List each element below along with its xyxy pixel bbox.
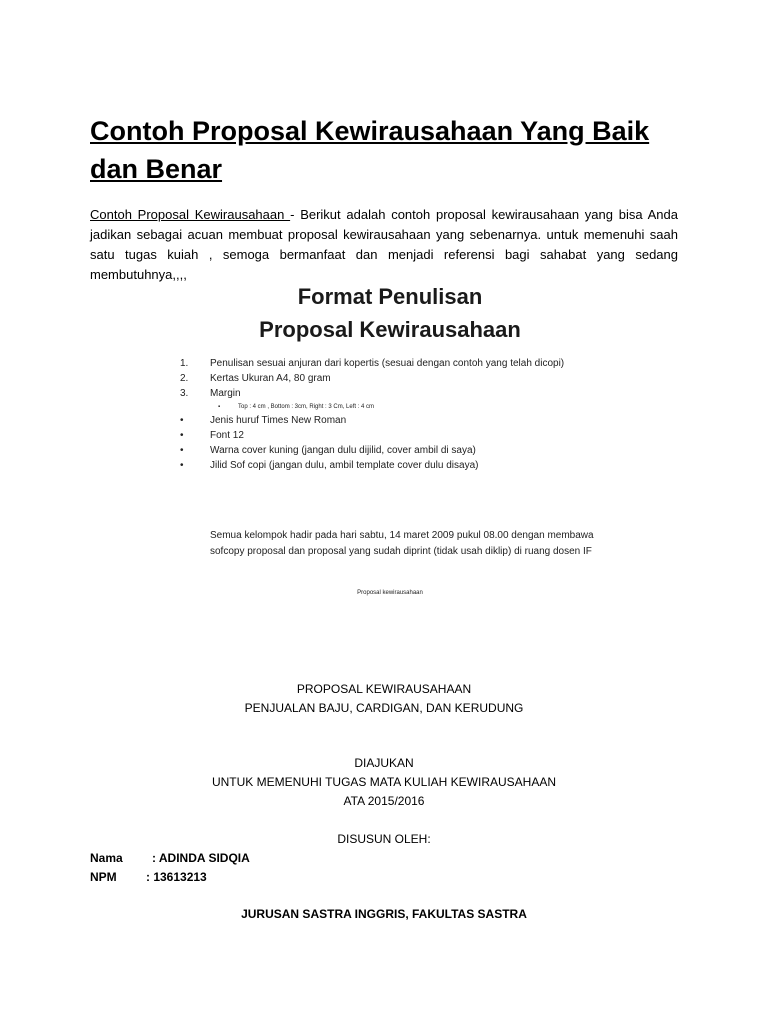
cover-line-purpose: UNTUK MEMENUHI TUGAS MATA KULIAH KEWIRAUSAHAAN — [211, 775, 557, 789]
format-note: Semua kelompok hadir pada hari sabtu, 14 maret 2009 pukul 08.00 dengan membawa sofcopy proposal dan proposal yang sudah diprint (tidak usah diklip) di ruang dosen IF — [210, 530, 594, 557]
cover-line-diajukan: DIAJUKAN — [354, 756, 414, 770]
format-list-text: Jilid Sof copi (jangan dulu, ambil template cover dulu disaya) — [210, 460, 479, 471]
format-list-text: Warna cover kuning (jangan dulu dijilid, cover ambil di saya) — [210, 445, 476, 456]
format-list — [180, 356, 600, 473]
format-list-marker: 2. — [180, 373, 189, 384]
format-list-item — [180, 386, 600, 401]
cover-line-subject: PENJUALAN BAJU, CARDIGAN, DAN KERUDUNG — [244, 701, 524, 715]
format-list-marker: 3. — [180, 388, 189, 399]
format-list-item — [180, 428, 600, 443]
nama-value: : ADINDA SIDQIA — [152, 851, 250, 865]
format-list-text: Jenis huruf Times New Roman — [210, 415, 347, 426]
format-list-marker: • — [180, 460, 184, 471]
page-title: Contoh Proposal Kewirausahaan Yang Baik dan Benar — [90, 116, 650, 184]
format-list-item — [180, 458, 600, 473]
intro-link[interactable]: Contoh Proposal Kewirausahaan — [90, 207, 291, 222]
format-list-text: Top : 4 cm , Bottom : 3cm, Right : 3 Cm, Left : 4 cm — [238, 404, 375, 410]
format-list-item — [180, 356, 600, 371]
format-list-item — [180, 371, 600, 386]
format-list-marker: • — [180, 415, 184, 426]
format-list-item — [180, 413, 600, 428]
cover-line-proposal: PROPOSAL KEWIRAUSAHAAN — [296, 682, 472, 696]
format-list-text: Font 12 — [210, 430, 244, 441]
cover-line-year: ATA 2015/2016 — [343, 794, 425, 808]
format-list-text: Kertas Ukuran A4, 80 gram — [210, 373, 331, 384]
format-list-marker: • — [180, 430, 184, 441]
format-list-item — [180, 443, 600, 458]
npm-label: NPM — [90, 870, 117, 884]
format-list-text: Penulisan sesuai anjuran dari kopertis (sesuai dengan contoh yang telah dicopi) — [210, 358, 565, 369]
cover-title-block — [0, 680, 768, 718]
format-list-item — [180, 401, 600, 413]
format-title-line1: Format Penulisan — [297, 284, 483, 309]
cover-line-disusun: DISUSUN OLEH: — [337, 832, 431, 846]
format-list-marker: ▪ — [218, 404, 221, 410]
intro-body: - Berikut adalah contoh proposal kewirausahaan yang bisa Anda jadikan sebagai acuan membuat proposal kewirausahaan yang sebenarnya. untuk memenuhi saah satu tugas kuiah , semoga bermanfaat dan menjadi referensi bagi sahabat yang sedang membutuhnya,,,, — [90, 207, 678, 282]
format-title-line2: Proposal Kewirausahaan — [259, 317, 521, 342]
format-list-marker: 1. — [180, 358, 189, 369]
format-list-text: Margin — [210, 388, 241, 399]
format-caption: Proposal kewirausahaan — [357, 590, 423, 596]
format-list-marker: • — [180, 445, 184, 456]
intro-paragraph — [90, 205, 678, 285]
nama-row — [90, 849, 250, 868]
npm-row — [90, 868, 207, 887]
cover-line-jurusan: JURUSAN SASTRA INGGRIS, FAKULTAS SASTRA — [241, 907, 527, 921]
npm-value: : 13613213 — [146, 870, 207, 884]
nama-label: Nama — [90, 851, 123, 865]
cover-submission-block — [0, 754, 768, 811]
format-image — [170, 280, 610, 610]
